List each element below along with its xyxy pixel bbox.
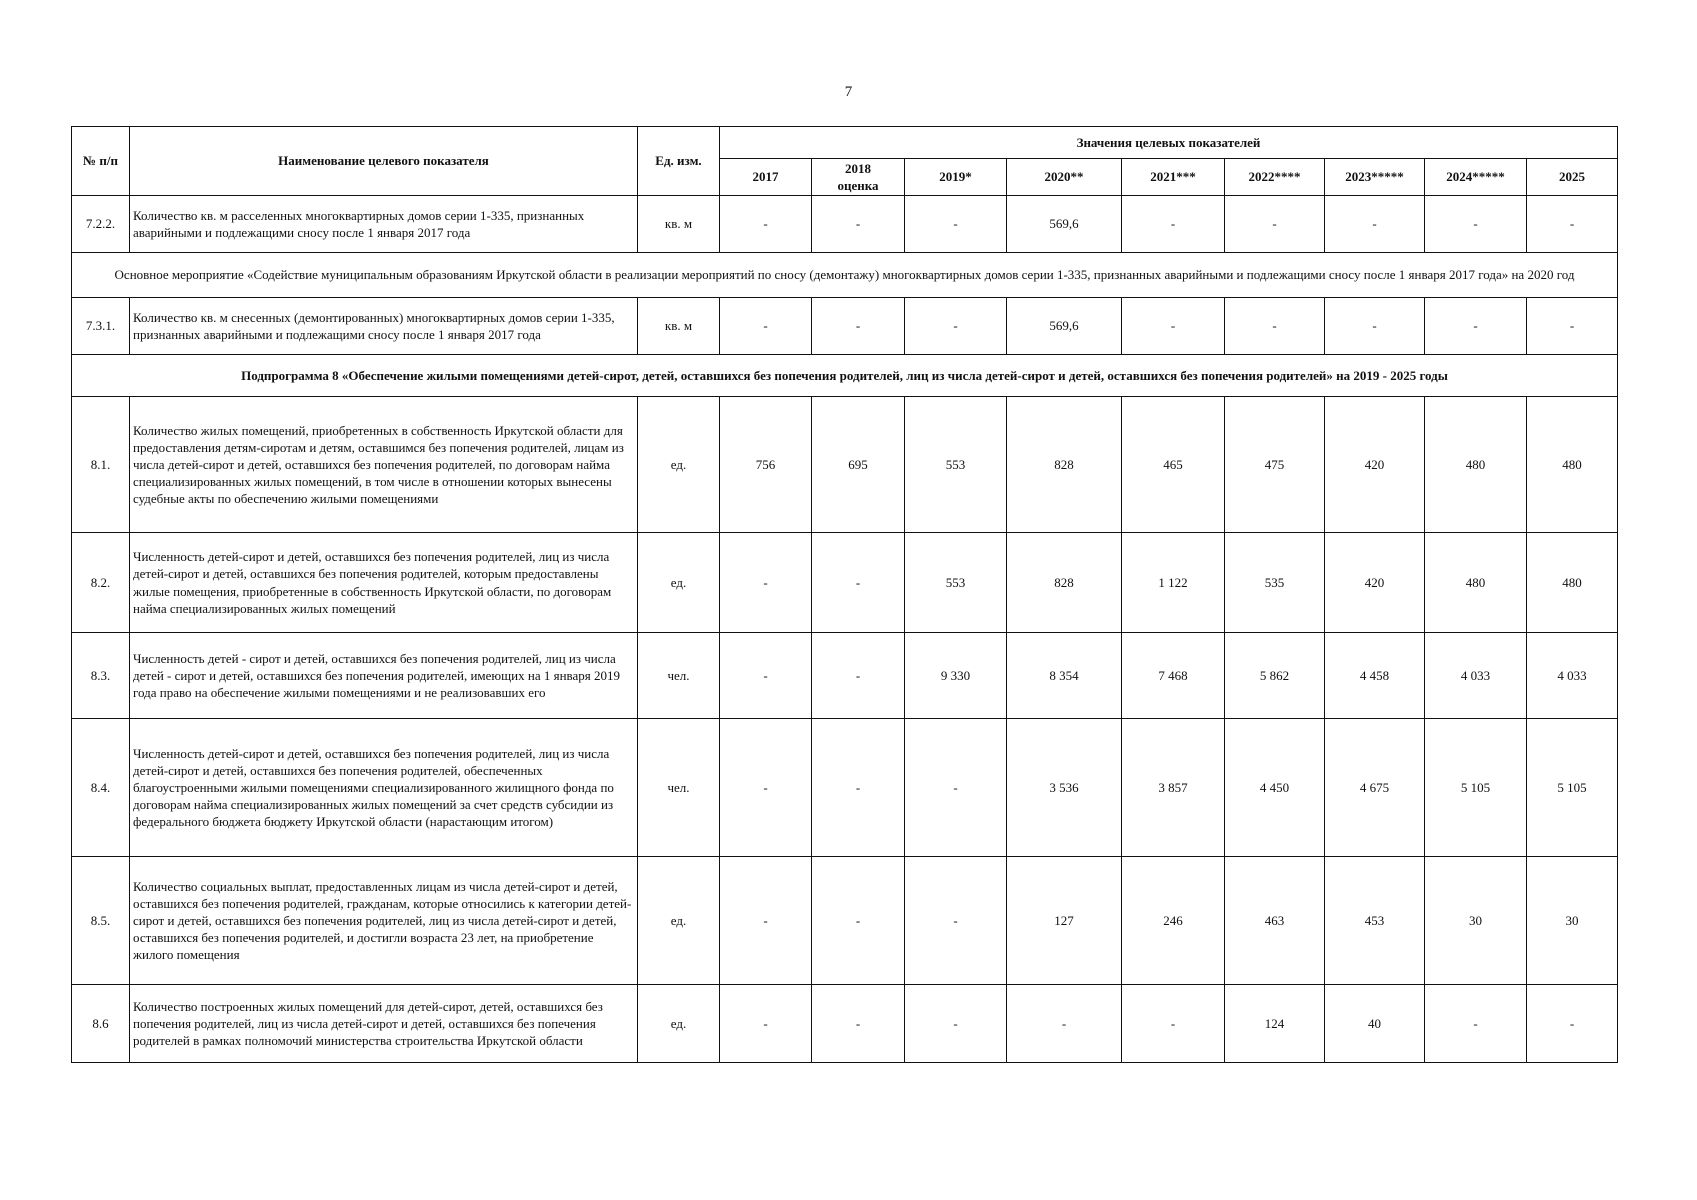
header-name: Наименование целевого показателя <box>130 127 638 196</box>
row-value: 420 <box>1325 397 1425 533</box>
row-value: - <box>720 985 812 1063</box>
row-value: - <box>1425 985 1527 1063</box>
row-value: 465 <box>1122 397 1225 533</box>
row-num: 8.3. <box>72 633 130 719</box>
row-unit: ед. <box>638 397 720 533</box>
row-value: 480 <box>1527 533 1618 633</box>
row-value: - <box>1425 196 1527 253</box>
row-unit: ед. <box>638 857 720 985</box>
row-value: 1 122 <box>1122 533 1225 633</box>
row-name: Численность детей-сирот и детей, оставшихся без попечения родителей, лиц из числа детей-сирот и детей, оставшихся без попечения родителей, которым предоставлены жилые помещения, приобретенные в собственность Иркутской области, по договорам найма специализированных жилых помещений <box>130 533 638 633</box>
row-value: - <box>812 633 905 719</box>
row-value: - <box>905 719 1007 857</box>
table-row <box>72 196 1618 253</box>
row-value: 3 536 <box>1007 719 1122 857</box>
row-num: 8.5. <box>72 857 130 985</box>
header-year: 2022**** <box>1225 159 1325 196</box>
row-value: 30 <box>1527 857 1618 985</box>
table-row <box>72 355 1618 397</box>
row-value: 5 105 <box>1527 719 1618 857</box>
header-values-group: Значения целевых показателей <box>720 127 1618 159</box>
row-value: 4 675 <box>1325 719 1425 857</box>
row-value: 4 458 <box>1325 633 1425 719</box>
row-value: - <box>1122 298 1225 355</box>
row-value: 4 033 <box>1527 633 1618 719</box>
row-value: 475 <box>1225 397 1325 533</box>
row-value: 553 <box>905 533 1007 633</box>
row-value: - <box>1527 298 1618 355</box>
row-num: 7.3.1. <box>72 298 130 355</box>
row-value: - <box>812 533 905 633</box>
row-value: - <box>1527 985 1618 1063</box>
row-value: - <box>905 857 1007 985</box>
page-number: 7 <box>844 84 853 100</box>
row-value: - <box>905 985 1007 1063</box>
section-title: Основное мероприятие «Содействие муниципальным образованиям Иркутской области в реализации мероприятий по сносу (демонтажу) многоквартирных домов серии 1-335, признанных аварийными и подлежащими сносу после 1 января 2017 года» на 2020 год <box>72 253 1618 298</box>
row-num: 8.4. <box>72 719 130 857</box>
row-value: - <box>812 196 905 253</box>
header-year: 2017 <box>720 159 812 196</box>
row-name: Количество кв. м расселенных многоквартирных домов серии 1-335, признанных аварийными и подлежащими сносу после 1 января 2017 года <box>130 196 638 253</box>
row-value: - <box>1007 985 1122 1063</box>
row-name: Численность детей-сирот и детей, оставшихся без попечения родителей, лиц из числа детей-сирот и детей, оставшихся без попечения родителей, обеспеченных благоустроенными жилыми помещениями специализированного жилищного фонда по договорам найма специализированных жилых помещений за счет средств субсидии из федерального бюджета бюджету Иркутской области (нарастающим итогом) <box>130 719 638 857</box>
row-value: 480 <box>1527 397 1618 533</box>
row-value: 7 468 <box>1122 633 1225 719</box>
row-value: 3 857 <box>1122 719 1225 857</box>
row-value: 569,6 <box>1007 196 1122 253</box>
row-value: 828 <box>1007 533 1122 633</box>
row-value: 9 330 <box>905 633 1007 719</box>
row-value: - <box>812 719 905 857</box>
row-value: - <box>720 533 812 633</box>
row-value: 828 <box>1007 397 1122 533</box>
row-value: 30 <box>1425 857 1527 985</box>
row-num: 7.2.2. <box>72 196 130 253</box>
row-value: 420 <box>1325 533 1425 633</box>
row-value: - <box>720 857 812 985</box>
row-value: 480 <box>1425 397 1527 533</box>
row-value: 569,6 <box>1007 298 1122 355</box>
row-name: Численность детей - сирот и детей, оставшихся без попечения родителей, лиц из числа детей - сирот и детей, оставшихся без попечения родителей, имеющих на 1 января 2019 года право на обеспечение жилыми помещениями и не реализовавших его <box>130 633 638 719</box>
row-value: - <box>812 298 905 355</box>
row-name: Количество построенных жилых помещений для детей-сирот, детей, оставшихся без попечения родителей, лиц из числа детей-сирот и детей, оставшихся без попечения родителей в рамках полномочий министерства строительства Иркутской области <box>130 985 638 1063</box>
row-name: Количество жилых помещений, приобретенных в собственность Иркутской области для предоставления детям-сиротам и детям, оставшимся без попечения родителей, лицам из числа детей-сирот и детей, оставшихся без попечения родителей, по договорам найма специализированных жилых помещений, в том числе в отношении которых вынесены судебные акты по обеспечению жилыми помещениями <box>130 397 638 533</box>
row-value: 695 <box>812 397 905 533</box>
row-value: 4 033 <box>1425 633 1527 719</box>
row-value: - <box>720 719 812 857</box>
row-value: - <box>1325 196 1425 253</box>
table-row <box>72 533 1618 633</box>
header-year: 2021*** <box>1122 159 1225 196</box>
table-row <box>72 857 1618 985</box>
row-value: 127 <box>1007 857 1122 985</box>
header-year: 2020** <box>1007 159 1122 196</box>
row-name: Количество кв. м снесенных (демонтированных) многоквартирных домов серии 1-335, признанных аварийными и подлежащими сносу после 1 января 2017 года <box>130 298 638 355</box>
row-value: - <box>1325 298 1425 355</box>
row-num: 8.6 <box>72 985 130 1063</box>
row-unit: кв. м <box>638 196 720 253</box>
row-value: - <box>1425 298 1527 355</box>
header-year: 2024***** <box>1425 159 1527 196</box>
row-value: - <box>812 857 905 985</box>
target-indicators-table <box>71 126 1618 1063</box>
row-value: 5 105 <box>1425 719 1527 857</box>
row-value: 8 354 <box>1007 633 1122 719</box>
row-value: 463 <box>1225 857 1325 985</box>
row-value: - <box>812 985 905 1063</box>
header-unit: Ед. изм. <box>638 127 720 196</box>
row-num: 8.2. <box>72 533 130 633</box>
row-value: - <box>1225 298 1325 355</box>
table-row <box>72 985 1618 1063</box>
row-value: 480 <box>1425 533 1527 633</box>
row-value: - <box>905 196 1007 253</box>
row-value: 4 450 <box>1225 719 1325 857</box>
header-year: 2025 <box>1527 159 1618 196</box>
row-value: 553 <box>905 397 1007 533</box>
header-year: 2019* <box>905 159 1007 196</box>
table-row <box>72 253 1618 298</box>
row-num: 8.1. <box>72 397 130 533</box>
row-value: 5 862 <box>1225 633 1325 719</box>
row-name: Количество социальных выплат, предоставленных лицам из числа детей-сирот и детей, оставшихся без попечения родителей, гражданам, которые относились к категории детей-сирот и детей, оставшихся без попечения родителей, лиц из числа детей-сирот и детей, оставшихся без попечения родителей, и достигли возраста 23 лет, на приобретение жилого помещения <box>130 857 638 985</box>
table-row <box>72 397 1618 533</box>
row-value: - <box>1225 196 1325 253</box>
row-value: 756 <box>720 397 812 533</box>
header-num: № п/п <box>72 127 130 196</box>
row-value: - <box>720 633 812 719</box>
row-value: - <box>720 298 812 355</box>
row-value: 453 <box>1325 857 1425 985</box>
table-row <box>72 633 1618 719</box>
row-unit: чел. <box>638 633 720 719</box>
row-value: 40 <box>1325 985 1425 1063</box>
header-year: 2023***** <box>1325 159 1425 196</box>
row-unit: ед. <box>638 533 720 633</box>
row-value: - <box>905 298 1007 355</box>
row-unit: ед. <box>638 985 720 1063</box>
row-unit: чел. <box>638 719 720 857</box>
table-row <box>72 719 1618 857</box>
row-unit: кв. м <box>638 298 720 355</box>
subprogram-title: Подпрограмма 8 «Обеспечение жилыми помещениями детей-сирот, детей, оставшихся без попечения родителей, лиц из числа детей-сирот и детей, оставшихся без попечения родителей» на 2019 - 2025 годы <box>72 355 1618 397</box>
table-row <box>72 298 1618 355</box>
row-value: - <box>1122 196 1225 253</box>
header-year: 2018 оценка <box>812 159 905 196</box>
row-value: 124 <box>1225 985 1325 1063</box>
row-value: - <box>1122 985 1225 1063</box>
row-value: - <box>720 196 812 253</box>
row-value: - <box>1527 196 1618 253</box>
row-value: 246 <box>1122 857 1225 985</box>
row-value: 535 <box>1225 533 1325 633</box>
